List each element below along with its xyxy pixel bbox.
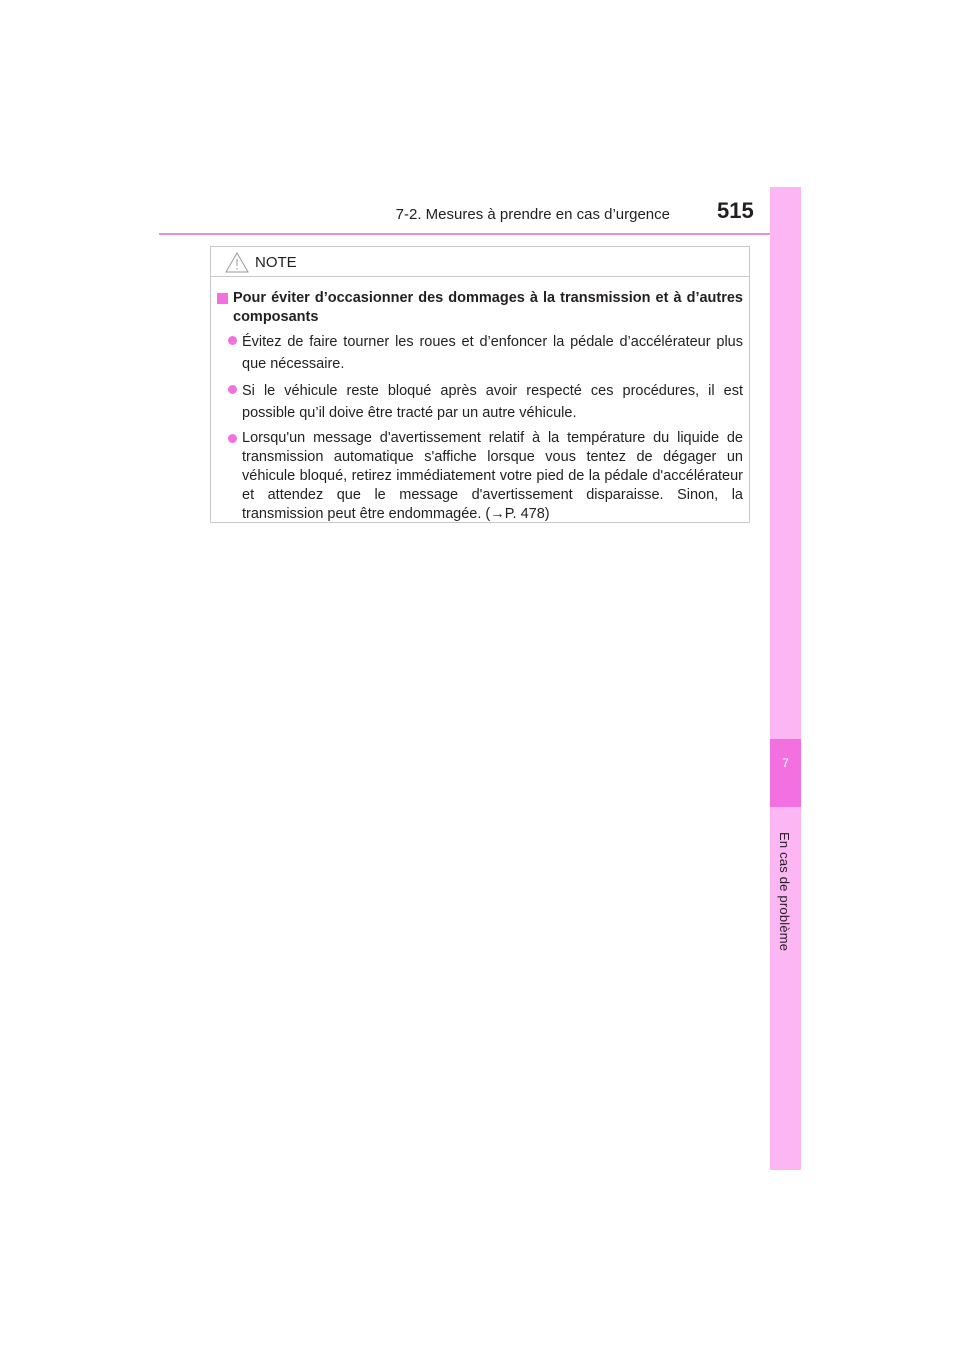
round-bullet-icon: [228, 434, 237, 443]
chapter-label: En cas de problème: [777, 832, 792, 952]
list-item: [217, 429, 743, 524]
list-item-text: Évitez de faire tourner les roues et d’enfoncer la pédale d’accélérateur plus que nécessaire.: [242, 334, 743, 372]
round-bullet-icon: [228, 385, 237, 394]
note-body: [217, 289, 743, 529]
chapter-number: 7: [782, 756, 789, 770]
chapter-tab-active: [770, 739, 801, 807]
note-section-title-text: Pour éviter d’occasionner des dommages à la transmission et à d’autres composants: [233, 290, 743, 325]
note-section-title: [217, 289, 743, 327]
page-number: 515: [717, 198, 754, 223]
note-header: [211, 247, 749, 277]
warning-triangle-icon: [225, 252, 249, 273]
round-bullet-icon: [228, 336, 237, 345]
header-rule: [159, 233, 801, 235]
list-item: [217, 380, 743, 424]
running-header: 7-2. Mesures à prendre en cas d’urgence: [395, 206, 670, 223]
list-item-text: Lorsqu'un message d'avertissement relatif à la température du liquide de transmission automatique s'affiche lorsque vous tentez de dégager un véhicule bloqué, retirez immédiatement votre pied de la pédale d'accélérateur et attendez que le message d'avertissement disparaisse. Sinon, la transmission peut être endommagée. (→P. 478): [242, 430, 743, 522]
note-box: [210, 246, 750, 523]
list-item-text: Si le véhicule reste bloqué après avoir respecté ces procédures, il est possible qu’il doive être tracté par un autre véhicule.: [242, 383, 743, 421]
chapter-side-tab: [770, 187, 801, 1170]
list-item: [217, 331, 743, 375]
note-label: NOTE: [255, 254, 297, 271]
square-bullet-icon: [217, 293, 228, 304]
